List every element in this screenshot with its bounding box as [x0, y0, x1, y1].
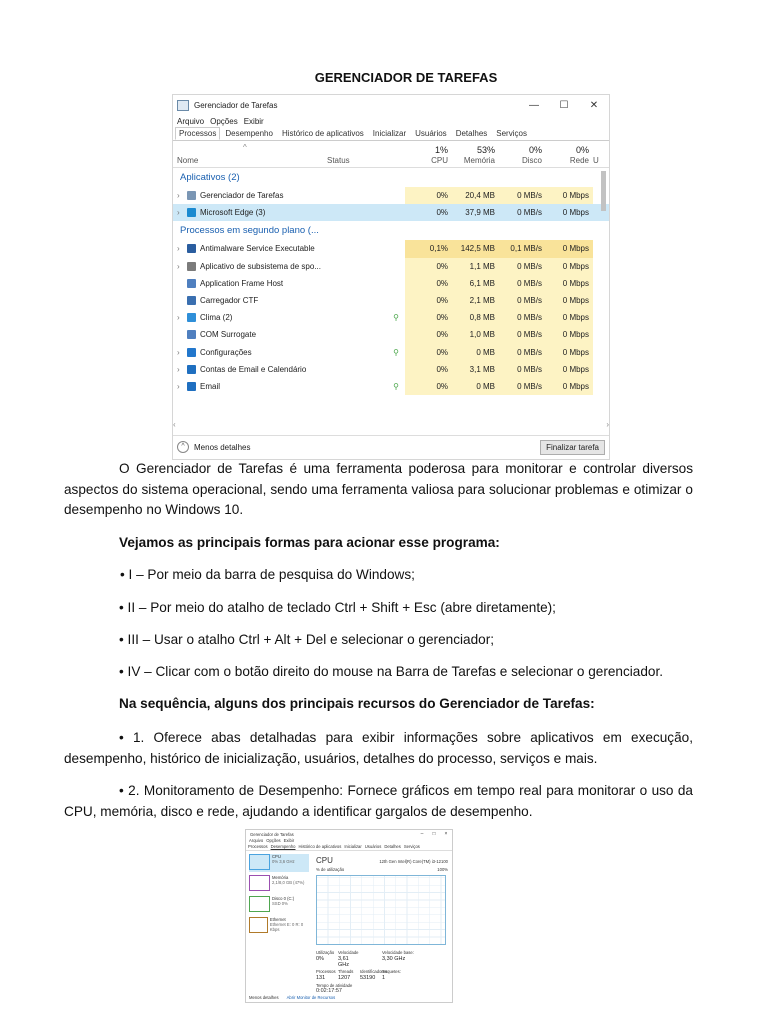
perf-resource-item[interactable]: Memória 2,1/8,0 GB (47%)	[249, 875, 309, 893]
network-cell: 0 Mbps	[546, 361, 593, 378]
cpu-cell: 0%	[405, 326, 452, 343]
perf-resource-item[interactable]: CPU 0% 3,6 GHz	[249, 854, 309, 872]
cpu-cell: 0%	[405, 344, 452, 361]
perf-tab-usuarios[interactable]: Usuários	[364, 844, 382, 849]
disk-cell: 0 MB/s	[499, 378, 546, 395]
chevron-up-icon: ^	[177, 441, 189, 453]
process-name-cell: › Clima (2)	[173, 309, 327, 326]
window-title: Gerenciador de Tarefas	[194, 100, 278, 110]
network-cell: 0 Mbps	[546, 292, 593, 309]
expand-chevron-icon[interactable]: ›	[177, 347, 180, 357]
perf-minimize-icon[interactable]: –	[420, 831, 424, 837]
document-title: GERENCIADOR DE TAREFAS	[314, 70, 498, 85]
menu-bar	[173, 115, 609, 127]
process-icon	[187, 313, 196, 322]
tab-desempenho[interactable]: Desempenho	[225, 129, 273, 138]
process-grid	[173, 141, 609, 395]
expand-chevron-icon[interactable]: ›	[177, 208, 180, 218]
perf-menu-exibir[interactable]: Exibir	[283, 838, 295, 843]
col-memory-header[interactable]: 53% Memória	[463, 145, 495, 165]
process-icon	[187, 262, 196, 271]
menu-arquivo[interactable]: Arquivo	[177, 116, 205, 126]
perf-window-title: Gerenciador de Tarefas	[250, 831, 294, 837]
network-cell: 0 Mbps	[546, 204, 593, 221]
disk-cell: 0 MB/s	[499, 292, 546, 309]
network-cell: 0 Mbps	[546, 326, 593, 343]
col-network-header[interactable]: 0% Rede	[569, 145, 589, 165]
tab-usuarios[interactable]: Usuários	[415, 129, 447, 138]
perf-menu-arquivo[interactable]: Arquivo	[249, 838, 264, 843]
process-name-cell: › Gerenciador de Tarefas	[173, 187, 327, 204]
process-icon	[187, 279, 196, 288]
process-row[interactable]	[173, 326, 609, 343]
cpu-cell: 0%	[405, 361, 452, 378]
process-name-cell: › Aplicativo de subsistema de spo...	[173, 258, 327, 275]
memory-cell: 0,8 MB	[452, 309, 499, 326]
status-cell	[327, 204, 405, 221]
process-icon	[187, 330, 196, 339]
cpu-cell: 0%	[405, 309, 452, 326]
tab-inicializar[interactable]: Inicializar	[372, 129, 407, 138]
feature-1: • 1. Oferece abas detalhadas para exibir informações sobre aplicativos em execução, desempenho, histórico de inicialização, usuários, detalhes do processo, serviços e mais.	[64, 730, 693, 766]
memory-cell: 2,1 MB	[452, 292, 499, 309]
process-icon	[187, 244, 196, 253]
status-cell	[327, 344, 405, 361]
vertical-scrollbar[interactable]	[599, 147, 609, 419]
section-background: Processos em segundo plano (...	[180, 225, 319, 237]
status-cell	[327, 187, 405, 204]
disk-cell: 0 MB/s	[499, 204, 546, 221]
expand-chevron-icon[interactable]: ›	[177, 313, 180, 323]
process-name-cell: › Contas de Email e Calendário	[173, 361, 327, 378]
sort-caret-icon: ^	[243, 143, 247, 152]
process-name-cell: › Antimalware Service Executable	[173, 240, 327, 257]
memory-cell: 1,1 MB	[452, 258, 499, 275]
efficiency-leaf-icon: ⚲	[393, 313, 399, 323]
close-icon[interactable]: ✕	[589, 99, 599, 111]
network-cell: 0 Mbps	[546, 309, 593, 326]
perf-menu-opcoes[interactable]: Opções	[266, 838, 281, 843]
disk-cell: 0 MB/s	[499, 187, 546, 204]
memory-cell: 0 MB	[452, 344, 499, 361]
menu-opcoes[interactable]: Opções	[210, 116, 238, 126]
status-cell	[327, 326, 405, 343]
perf-title-bar	[246, 830, 452, 838]
title-bar	[173, 95, 609, 115]
expand-chevron-icon[interactable]: ›	[177, 244, 180, 254]
way-2: • II – Por meio do atalho de teclado Ctrl + Shift + Esc (abre diretamente);	[119, 600, 556, 615]
network-cell: 0 Mbps	[546, 275, 593, 292]
process-icon	[187, 348, 196, 357]
process-icon	[187, 365, 196, 374]
performance-screenshot	[245, 829, 453, 1003]
task-manager-app-icon	[177, 100, 189, 111]
process-row[interactable]	[173, 258, 609, 275]
perf-cpu-title: CPU	[316, 856, 333, 865]
memory-cell: 0 MB	[452, 378, 499, 395]
process-name-cell: Carregador CTF	[173, 292, 327, 309]
perf-mini-graph	[249, 896, 270, 912]
status-cell	[327, 361, 405, 378]
perf-uptime-label: Tempo de atividade	[316, 983, 353, 988]
process-icon	[187, 191, 196, 200]
horizontal-scrollbar[interactable]	[173, 420, 609, 428]
perf-cpu-panel	[316, 856, 448, 994]
fewer-details-link[interactable]: ^ Menos detalhes	[173, 441, 250, 453]
disk-cell: 0 MB/s	[499, 309, 546, 326]
status-cell	[327, 240, 405, 257]
perf-tab-servicos[interactable]: Serviços	[403, 844, 420, 849]
perf-graph-label: % de utilização	[316, 867, 345, 872]
perf-cpu-model: 12th Gen Intel(R) Core(TM) i3-12100	[379, 859, 448, 864]
column-header-row	[173, 141, 609, 168]
tab-strip	[173, 127, 609, 141]
network-cell: 0 Mbps	[546, 240, 593, 257]
perf-tab-processos[interactable]: Processos	[248, 844, 268, 849]
network-cell: 0 Mbps	[546, 258, 593, 275]
way-1: • I – Por meio da barra de pesquisa do Windows;	[120, 567, 415, 582]
col-disk-header[interactable]: 0% Disco	[521, 145, 542, 165]
process-row[interactable]	[173, 204, 609, 221]
perf-mini-graph	[249, 917, 268, 933]
efficiency-leaf-icon: ⚲	[393, 347, 399, 357]
ways-heading: Vejamos as principais formas para acionar esse programa:	[119, 535, 500, 550]
tab-historico[interactable]: Histórico de aplicativos	[281, 129, 364, 138]
cpu-cell: 0%	[405, 275, 452, 292]
process-name-cell: › Microsoft Edge (3)	[173, 204, 327, 221]
efficiency-leaf-icon: ⚲	[393, 381, 399, 391]
col-name-header[interactable]: ^ Nome	[177, 143, 247, 165]
status-cell	[327, 309, 405, 326]
perf-stats: Utilização Velocidade Velocidade base: 0% 3,61 GHz 3,30 GHz Processos Threads Identificadores Soquetes: 131 1207 53190 1	[316, 950, 414, 981]
background-list	[173, 240, 609, 395]
disk-cell: 0 MB/s	[499, 326, 546, 343]
col-extra-header[interactable]: U	[593, 156, 599, 165]
process-icon	[187, 208, 196, 217]
perf-footer	[249, 995, 335, 1000]
cpu-cell: 0%	[405, 187, 452, 204]
process-row[interactable]	[173, 378, 609, 395]
scroll-right-icon[interactable]: ›	[606, 419, 609, 429]
expand-chevron-icon[interactable]: ›	[177, 261, 180, 271]
process-row[interactable]	[173, 275, 609, 292]
status-cell	[327, 258, 405, 275]
network-cell: 0 Mbps	[546, 187, 593, 204]
minimize-icon[interactable]: —	[529, 99, 539, 111]
col-status-header[interactable]: Status	[327, 156, 350, 165]
cpu-cell: 0,1%	[405, 240, 452, 257]
network-cell: 0 Mbps	[546, 378, 593, 395]
process-name-cell: Application Frame Host	[173, 275, 327, 292]
tab-detalhes[interactable]: Detalhes	[455, 129, 488, 138]
end-task-button[interactable]: Finalizar tarefa	[540, 440, 605, 455]
perf-graph-max: 100%	[437, 867, 448, 872]
memory-cell: 37,9 MB	[452, 204, 499, 221]
process-row[interactable]	[173, 344, 609, 361]
memory-cell: 1,0 MB	[452, 326, 499, 343]
menu-exibir[interactable]: Exibir	[243, 116, 264, 126]
disk-cell: 0 MB/s	[499, 258, 546, 275]
perf-resource-monitor-link[interactable]: Abrir Monitor de Recursos	[286, 995, 336, 1000]
perf-close-icon[interactable]: ×	[444, 831, 448, 837]
process-icon	[187, 382, 196, 391]
memory-cell: 142,5 MB	[452, 240, 499, 257]
intro-paragraph: O Gerenciador de Tarefas é uma ferramenta poderosa para monitorar e controlar diversos aspectos do sistema operacional, sendo uma ferramenta valiosa para solucionar problemas e otimizar o desempenho no Windows 10.	[64, 461, 693, 517]
process-row[interactable]	[173, 361, 609, 378]
disk-cell: 0,1 MB/s	[499, 240, 546, 257]
way-4: • IV – Clicar com o botão direito do mouse na Barra de Tarefas e selecionar o gerenciador.	[119, 664, 664, 679]
feature-2: • 2. Monitoramento de Desempenho: Fornece gráficos em tempo real para monitorar o uso da CPU, memória, disco e rede, ajudando a identificar gargalos de desempenho.	[64, 783, 693, 819]
perf-maximize-icon[interactable]: □	[432, 831, 436, 837]
perf-resource-item[interactable]: Ethernet Ethernet E: 0 R: 0 Kbps	[249, 917, 309, 935]
process-name-cell: COM Surrogate	[173, 326, 327, 343]
memory-cell: 6,1 MB	[452, 275, 499, 292]
perf-resource-item[interactable]: Disco 0 (C:) SSD 0%	[249, 896, 309, 914]
memory-cell: 20,4 MB	[452, 187, 499, 204]
way-3: • III – Usar o atalho Ctrl + Alt + Del e selecionar o gerenciador;	[119, 632, 495, 647]
process-row[interactable]	[173, 309, 609, 326]
perf-mini-graph	[249, 854, 270, 870]
memory-cell: 3,1 MB	[452, 361, 499, 378]
process-name-cell: › Email	[173, 378, 327, 395]
perf-tab-inicializar[interactable]: Inicializar	[344, 844, 362, 849]
perf-mini-graph	[249, 875, 270, 891]
disk-cell: 0 MB/s	[499, 361, 546, 378]
process-row[interactable]	[173, 187, 609, 204]
process-name-cell: › Configurações	[173, 344, 327, 361]
status-cell	[327, 378, 405, 395]
features-heading: Na sequência, alguns dos principais recursos do Gerenciador de Tarefas:	[119, 696, 595, 711]
perf-tab-detalhes[interactable]: Detalhes	[384, 844, 401, 849]
task-manager-screenshot	[172, 94, 610, 460]
apps-list	[173, 187, 609, 221]
network-cell: 0 Mbps	[546, 344, 593, 361]
disk-cell: 0 MB/s	[499, 275, 546, 292]
footer-bar	[173, 435, 609, 458]
expand-chevron-icon[interactable]: ›	[177, 364, 180, 374]
perf-tab-strip	[246, 844, 452, 851]
cpu-cell: 0%	[405, 378, 452, 395]
expand-chevron-icon[interactable]: ›	[177, 381, 180, 391]
scroll-left-icon[interactable]: ‹	[173, 419, 176, 429]
tab-processos[interactable]: Processos	[175, 127, 220, 140]
status-cell	[327, 275, 405, 292]
cpu-cell: 0%	[405, 258, 452, 275]
perf-fewer-details[interactable]: Menos detalhes	[249, 995, 279, 1000]
section-apps: Aplicativos (2)	[180, 172, 240, 183]
perf-cpu-graph	[316, 875, 446, 945]
perf-uptime: 0:02:17:57	[316, 988, 342, 994]
process-icon	[187, 296, 196, 305]
process-row[interactable]	[173, 292, 609, 309]
col-cpu-header[interactable]: 1% CPU	[431, 145, 448, 165]
cpu-cell: 0%	[405, 204, 452, 221]
status-cell	[327, 292, 405, 309]
process-row[interactable]	[173, 240, 609, 257]
cpu-cell: 0%	[405, 292, 452, 309]
tab-servicos[interactable]: Serviços	[496, 129, 527, 138]
perf-tab-desempenho[interactable]: Desempenho	[270, 844, 296, 849]
expand-chevron-icon[interactable]: ›	[177, 191, 180, 200]
perf-tab-historico[interactable]: Histórico de aplicativos	[298, 844, 342, 849]
maximize-icon[interactable]: ☐	[559, 99, 569, 111]
perf-resource-list	[249, 854, 309, 938]
disk-cell: 0 MB/s	[499, 344, 546, 361]
